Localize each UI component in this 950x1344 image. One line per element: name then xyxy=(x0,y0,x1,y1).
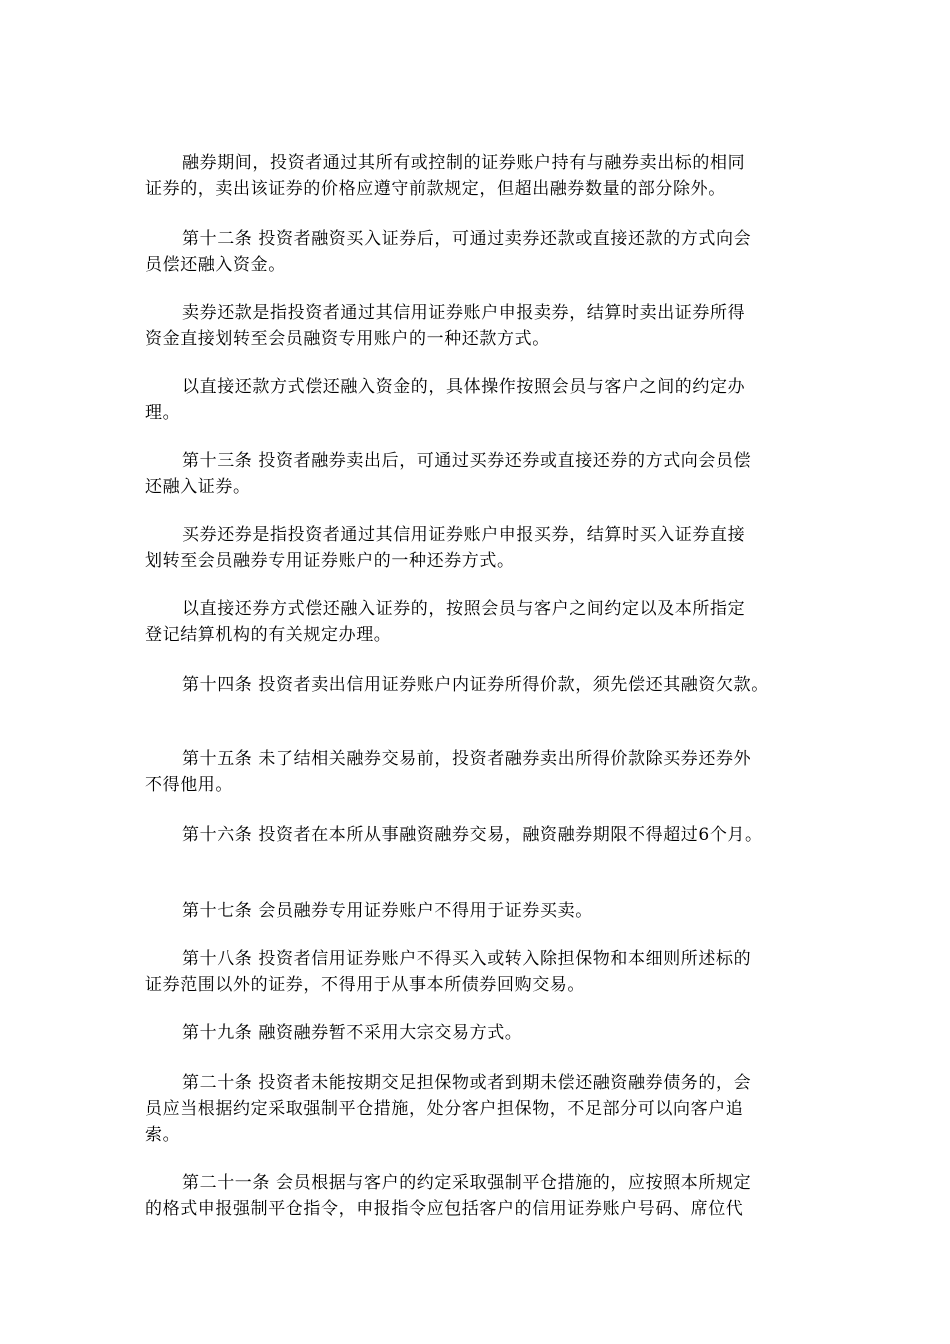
paragraph-article-13 xyxy=(145,448,825,500)
text-line: 第十九条 融资融券暂不采用大宗交易方式。 xyxy=(182,1023,523,1043)
text-line: 员偿还融入资金。 xyxy=(145,255,286,275)
text-line: 第十八条 投资者信用证券账户不得买入或转入除担保物和本细则所述标的 xyxy=(182,949,752,969)
paragraph-article-14 xyxy=(145,672,825,698)
text-line: 划转至会员融券专用证券账户的一种还券方式。 xyxy=(145,551,515,571)
text-line: 资金直接划转至会员融资专用账户的一种还款方式。 xyxy=(145,329,550,349)
paragraph-article-17 xyxy=(145,898,825,924)
text-line: 登记结算机构的有关规定办理。 xyxy=(145,625,392,645)
text-line: 第十六条 投资者在本所从事融资融券交易，融资融券期限不得超过6个月。 xyxy=(182,825,763,845)
text-line: 卖券还款是指投资者通过其信用证券账户申报卖券，结算时卖出证券所得 xyxy=(182,303,746,323)
paragraph-article-18 xyxy=(145,946,825,998)
paragraph-article-19 xyxy=(145,1020,825,1046)
paragraph-article-20 xyxy=(145,1070,825,1148)
paragraph-sell-to-repay xyxy=(145,300,825,352)
paragraph-article-15 xyxy=(145,746,825,798)
text-line: 第十五条 未了结相关融券交易前，投资者融券卖出所得价款除买券还券外 xyxy=(182,749,752,769)
paragraph-article-21 xyxy=(145,1170,825,1222)
text-line: 员应当根据约定采取强制平仓措施，处分客户担保物，不足部分可以向客户追 xyxy=(145,1099,744,1119)
text-line: 以直接还券方式偿还融入证券的，按照会员与客户之间约定以及本所指定 xyxy=(182,599,746,619)
paragraph-article-16 xyxy=(145,822,825,848)
paragraph-article-12 xyxy=(145,226,825,278)
paragraph-direct-return xyxy=(145,596,825,648)
paragraph-direct-repay xyxy=(145,374,825,426)
text-line: 证券的，卖出该证券的价格应遵守前款规定，但超出融券数量的部分除外。 xyxy=(145,179,726,199)
text-line: 还融入证券。 xyxy=(145,477,251,497)
text-line: 不得他用。 xyxy=(145,775,233,795)
text-line: 买券还券是指投资者通过其信用证券账户申报买券，结算时买入证券直接 xyxy=(182,525,746,545)
text-line: 第二十一条 会员根据与客户的约定采取强制平仓措施的，应按照本所规定 xyxy=(182,1173,752,1193)
paragraph-short-sale-period xyxy=(145,150,825,202)
text-line: 理。 xyxy=(145,403,181,423)
text-line: 第二十条 投资者未能按期交足担保物或者到期未偿还融资融券债务的，会 xyxy=(182,1073,752,1093)
paragraph-buy-to-return xyxy=(145,522,825,574)
text-line: 第十七条 会员融券专用证券账户不得用于证券买卖。 xyxy=(182,901,593,921)
text-line: 第十三条 投资者融券卖出后，可通过买券还券或直接还券的方式向会员偿 xyxy=(182,451,752,471)
text-line: 证券范围以外的证券，不得用于从事本所债券回购交易。 xyxy=(145,975,585,995)
text-line: 融券期间，投资者通过其所有或控制的证券账户持有与融券卖出标的相同 xyxy=(182,153,746,173)
text-line: 以直接还款方式偿还融入资金的，具体操作按照会员与客户之间的约定办 xyxy=(182,377,746,397)
text-line: 第十四条 投资者卖出信用证券账户内证券所得价款，须先偿还其融资欠款。 xyxy=(182,675,769,695)
text-line: 索。 xyxy=(145,1125,181,1145)
text-line: 第十二条 投资者融资买入证券后，可通过卖券还款或直接还款的方式向会 xyxy=(182,229,752,249)
text-line: 的格式申报强制平仓指令，申报指令应包括客户的信用证券账户号码、席位代 xyxy=(145,1199,744,1219)
